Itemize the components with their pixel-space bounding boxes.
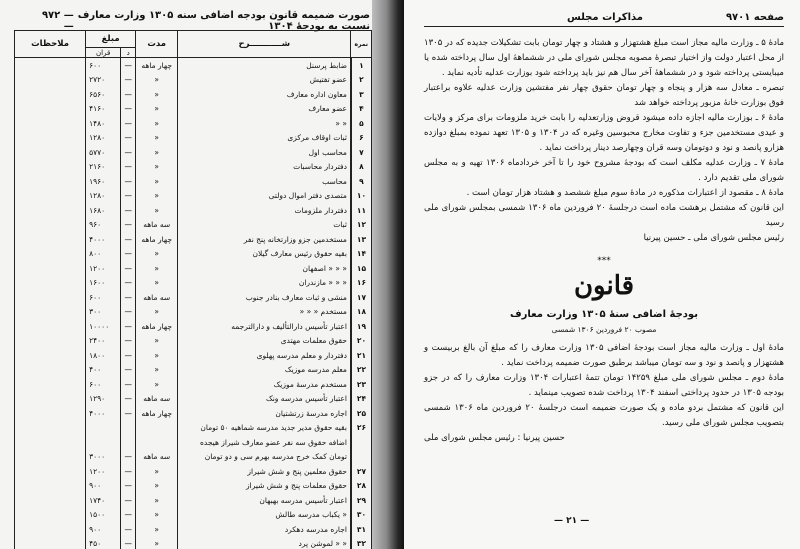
row-notes bbox=[15, 276, 86, 291]
row-number: ۱۴ bbox=[351, 247, 372, 262]
row-notes bbox=[15, 493, 86, 508]
row-qiran: ۶۰۰ bbox=[86, 58, 121, 73]
table-row bbox=[15, 305, 372, 320]
row-description: دفتردار ملزومات bbox=[178, 203, 351, 218]
row-qiran: ۳۰۰۰ bbox=[86, 450, 121, 465]
header-amount: مبلغ bbox=[86, 31, 136, 48]
row-notes bbox=[15, 218, 86, 233]
row-notes bbox=[15, 131, 86, 146]
law-date: مصوب ۲۰ فروردین ۱۳۰۶ شمسی bbox=[551, 325, 657, 334]
row-notes bbox=[15, 392, 86, 407]
table-row bbox=[15, 334, 372, 349]
row-qiran: ۶۰۰ bbox=[86, 377, 121, 392]
row-description: تومان کمک خرج مدرسه بهرم سی و دو تومان bbox=[178, 450, 351, 465]
row-qiran: ۲۱۶۰ bbox=[86, 160, 121, 175]
row-dinar: — bbox=[121, 276, 136, 291]
header-dinar: د bbox=[121, 48, 136, 58]
row-number: ۲۷ bbox=[351, 464, 372, 479]
row-notes bbox=[15, 377, 86, 392]
row-description: متصدی دفتر اموال دولتی bbox=[178, 189, 351, 204]
row-duration: سه ماهه bbox=[136, 392, 178, 407]
row-number: ۳۱ bbox=[351, 522, 372, 537]
row-dinar: — bbox=[121, 406, 136, 421]
row-description: مستخدم مدرسهٔ موزیک bbox=[178, 377, 351, 392]
row-number: ۲۸ bbox=[351, 479, 372, 494]
row-dinar: — bbox=[121, 334, 136, 349]
table-row bbox=[15, 421, 372, 436]
row-dinar: — bbox=[121, 203, 136, 218]
row-number: ۶ bbox=[351, 131, 372, 146]
table-row bbox=[15, 290, 372, 305]
row-notes bbox=[15, 58, 86, 73]
row-number: ۱۵ bbox=[351, 261, 372, 276]
row-qiran: ۳۰۰ bbox=[86, 305, 121, 320]
row-qiran: ۱۰۰۰۰ bbox=[86, 319, 121, 334]
row-dinar: — bbox=[121, 363, 136, 378]
row-description: ضابط پرسنل bbox=[178, 58, 351, 73]
row-dinar: — bbox=[121, 392, 136, 407]
row-description: دفتردار محاسبات bbox=[178, 160, 351, 175]
row-duration: « bbox=[136, 522, 178, 537]
row-dinar: — bbox=[121, 73, 136, 88]
row-number: ۱۹ bbox=[351, 319, 372, 334]
row-duration: سه ماهه bbox=[136, 450, 178, 465]
table-row bbox=[15, 73, 372, 88]
row-number: ۴ bbox=[351, 102, 372, 117]
row-description: حقوق معلمین پنج و شش شیراز bbox=[178, 464, 351, 479]
row-notes bbox=[15, 363, 86, 378]
row-dinar: — bbox=[121, 58, 136, 73]
row-notes bbox=[15, 189, 86, 204]
row-dinar: — bbox=[121, 305, 136, 320]
row-qiran: ۶۵۶۰ bbox=[86, 87, 121, 102]
row-dinar bbox=[121, 435, 136, 450]
row-description: معاون اداره معارف bbox=[178, 87, 351, 102]
row-duration: « bbox=[136, 261, 178, 276]
table-row bbox=[15, 464, 372, 479]
header-notes: ملاحظات bbox=[15, 31, 86, 58]
row-duration: « bbox=[136, 464, 178, 479]
row-dinar: — bbox=[121, 464, 136, 479]
row-qiran: ۱۲۹۰ bbox=[86, 392, 121, 407]
row-dinar: — bbox=[121, 261, 136, 276]
row-qiran: ۱۲۸۰ bbox=[86, 131, 121, 146]
row-dinar: — bbox=[121, 174, 136, 189]
row-notes bbox=[15, 319, 86, 334]
row-notes bbox=[15, 102, 86, 117]
row-duration: « bbox=[136, 189, 178, 204]
row-description: ثبات bbox=[178, 218, 351, 233]
row-duration: « bbox=[136, 203, 178, 218]
row-description: حقوق معلمات پنج و شش شیراز bbox=[178, 479, 351, 494]
row-qiran: ۹۰۰ bbox=[86, 522, 121, 537]
row-number: ۱۳ bbox=[351, 232, 372, 247]
row-qiran: ۸۰۰ bbox=[86, 247, 121, 262]
row-duration: « bbox=[136, 87, 178, 102]
row-duration: « bbox=[136, 305, 178, 320]
paragraph-article-6: مادهٔ ۶ ـ بوزارت مالیه اجازه داده میشود قروض وزارتعدلیه را بابت خرید ملزومات برای مرکز و ولایات و عیدی مستخدمین جزء و تفاوت مخارج محبوسین وغیره که در ۱۳۰۴ و ۱۳۰۵ تعهد نموده بمبلغ دوازده هزارو پانصد و نود و دوتومان وسه قران وچهارصد دینار پرداخت نماید . bbox=[424, 113, 784, 153]
row-description: اعتبار تأسیس مدرسه بهبهان bbox=[178, 493, 351, 508]
row-notes bbox=[15, 203, 86, 218]
row-duration: چهار ماهه bbox=[136, 232, 178, 247]
row-duration: چهار ماهه bbox=[136, 406, 178, 421]
row-number: ۹ bbox=[351, 174, 372, 189]
row-dinar: — bbox=[121, 247, 136, 262]
signature-2: حسین پیرنیا : رئیس مجلس شورای ملی bbox=[424, 433, 565, 443]
left-page-number: — ۹۷۲ — bbox=[41, 10, 74, 32]
row-description: عضو معارف bbox=[178, 102, 351, 117]
row-notes bbox=[15, 145, 86, 160]
table-row bbox=[15, 537, 372, 549]
row-qiran: ۴۰۰۰ bbox=[86, 232, 121, 247]
row-qiran: ۴۰۰ bbox=[86, 363, 121, 378]
row-dinar: — bbox=[121, 537, 136, 549]
row-duration: « bbox=[136, 116, 178, 131]
row-dinar: — bbox=[121, 102, 136, 117]
row-dinar: — bbox=[121, 319, 136, 334]
row-dinar: — bbox=[121, 522, 136, 537]
row-qiran: ۱۲۰۰ bbox=[86, 261, 121, 276]
row-notes bbox=[15, 305, 86, 320]
row-notes bbox=[15, 247, 86, 262]
row-number: ۳۲ bbox=[351, 537, 372, 549]
row-notes bbox=[15, 479, 86, 494]
row-description: اعتبار تأسیس دارالتألیف و دارالترجمه bbox=[178, 319, 351, 334]
table-row bbox=[15, 261, 372, 276]
row-description: « « « مازندران bbox=[178, 276, 351, 291]
row-dinar: — bbox=[121, 479, 136, 494]
row-description: مستخدم « « « bbox=[178, 305, 351, 320]
row-number: ۲۶ bbox=[351, 421, 372, 436]
right-page-label: صفحه ۹۷۰۱ bbox=[725, 12, 784, 23]
row-description: محاسب اول bbox=[178, 145, 351, 160]
row-duration: « bbox=[136, 160, 178, 175]
row-number: ۷ bbox=[351, 145, 372, 160]
row-qiran: ۹۶۰ bbox=[86, 218, 121, 233]
row-dinar: — bbox=[121, 508, 136, 523]
row-duration: سه ماهه bbox=[136, 290, 178, 305]
section-divider-stars: *** bbox=[597, 256, 611, 266]
row-number: ۱ bbox=[351, 58, 372, 73]
row-notes bbox=[15, 116, 86, 131]
row-number: ۲۳ bbox=[351, 377, 372, 392]
row-dinar: — bbox=[121, 232, 136, 247]
row-duration bbox=[136, 421, 178, 436]
row-qiran: ۴۵۰ bbox=[86, 537, 121, 549]
row-description: معلم مدرسه موزیک bbox=[178, 363, 351, 378]
row-duration: « bbox=[136, 73, 178, 88]
row-description: « « bbox=[178, 116, 351, 131]
table-row bbox=[15, 479, 372, 494]
table-row bbox=[15, 247, 372, 262]
row-dinar: — bbox=[121, 377, 136, 392]
row-notes bbox=[15, 522, 86, 537]
paragraph-article-8: مادهٔ ۸ ـ مقصود از اعتبارات مذکوره در مادهٔ سوم مبلغ ششصد و هشتاد هزار تومان است . bbox=[466, 188, 784, 198]
row-qiran: ۱۹۶۰ bbox=[86, 174, 121, 189]
law-enactment: این قانون که مشتمل بردو ماده و یک صورت ضمیمه است درجلسهٔ ۲۰ فروردین ماه ۱۳۰۶ شمسی بتصویب مجلس شورای ملی رسید. bbox=[424, 403, 784, 428]
row-duration: « bbox=[136, 363, 178, 378]
table-row bbox=[15, 435, 372, 450]
row-number: ۲۲ bbox=[351, 363, 372, 378]
row-notes bbox=[15, 464, 86, 479]
table-row bbox=[15, 450, 372, 465]
row-duration: « bbox=[136, 479, 178, 494]
table-row bbox=[15, 189, 372, 204]
row-description: اعتبار تأسیس مدرسه ونک bbox=[178, 392, 351, 407]
row-duration: « bbox=[136, 131, 178, 146]
row-qiran bbox=[86, 421, 121, 436]
row-dinar: — bbox=[121, 116, 136, 131]
row-number: ۵ bbox=[351, 116, 372, 131]
row-qiran bbox=[86, 435, 121, 450]
table-row bbox=[15, 392, 372, 407]
law-subtitle: بودجهٔ اضافی سنهٔ ۱۳۰۵ وزارت معارف bbox=[510, 309, 698, 320]
row-qiran: ۱۲۰۰ bbox=[86, 464, 121, 479]
row-qiran: ۹۰۰ bbox=[86, 479, 121, 494]
row-duration: « bbox=[136, 102, 178, 117]
row-number: ۱۶ bbox=[351, 276, 372, 291]
row-duration: « bbox=[136, 508, 178, 523]
row-number: ۲۰ bbox=[351, 334, 372, 349]
row-number: ۱۲ bbox=[351, 218, 372, 233]
row-qiran: ۱۵۰۰ bbox=[86, 508, 121, 523]
row-notes bbox=[15, 290, 86, 305]
row-duration: « bbox=[136, 145, 178, 160]
paragraph-article-5: مادهٔ ۵ ـ وزارت مالیه مجاز است مبلغ هشتهزار و هشتاد و چهار تومان بابت تشکیلات جدیده که در ۱۳۰۵ از محل اعتبار دولت واز اختیار تبصرهٔ مصوبه مجلس شورای ملی در ششماههٔ اول سال پرداخته شده یا میبایستی پرداخته شود و در ششماههٔ آخر سال هم نیز باید پرداخته شود بوزارت عدلیه تأدیه نماید . bbox=[424, 38, 784, 78]
table-row bbox=[15, 276, 372, 291]
law-article-1: مادهٔ اول ـ وزارت مالیه مجاز است بودجهٔ اضافی ۱۳۰۵ وزارت معارف را که مبلغ آن بالغ بربیست و هشتهزار و پانصد و نود و سه تومان میباشد برطبق صورت ضمیمه پرداخت نماید . bbox=[424, 343, 784, 368]
right-page-title: مذاکرات مجلس bbox=[566, 12, 643, 23]
row-duration: چهار ماهه bbox=[136, 319, 178, 334]
row-number: ۳۰ bbox=[351, 508, 372, 523]
right-page-body bbox=[424, 36, 784, 446]
row-description: عضو تفتیش bbox=[178, 73, 351, 88]
table-row bbox=[15, 87, 372, 102]
row-notes bbox=[15, 348, 86, 363]
row-number: ۲ bbox=[351, 73, 372, 88]
row-notes bbox=[15, 73, 86, 88]
row-description: ثبات اوقاف مرکزی bbox=[178, 131, 351, 146]
row-number: ۸ bbox=[351, 160, 372, 175]
table-row bbox=[15, 131, 372, 146]
row-description: حقوق معلمات مهتدی bbox=[178, 334, 351, 349]
row-dinar: — bbox=[121, 290, 136, 305]
footer-page-number: — ۲۱ — bbox=[554, 516, 590, 526]
row-description: منشی و ثبات معارف بنادر جنوب bbox=[178, 290, 351, 305]
table-row bbox=[15, 348, 372, 363]
row-description: « « « اصفهان bbox=[178, 261, 351, 276]
row-qiran: ۴۱۶۰ bbox=[86, 102, 121, 117]
row-qiran: ۶۰۰ bbox=[86, 290, 121, 305]
row-qiran: ۱۲۸۰ bbox=[86, 189, 121, 204]
row-number bbox=[351, 450, 372, 465]
row-qiran: ۴۰۰۰ bbox=[86, 406, 121, 421]
paragraph-enactment: این قانون که مشتمل برهشت ماده است درجلسهٔ ۲۰ فروردین ماه ۱۳۰۶ شمسی بمجلس شورای ملی رسید bbox=[424, 203, 784, 228]
row-number: ۲۴ bbox=[351, 392, 372, 407]
header-description: شـــــــــــرح bbox=[178, 31, 351, 58]
row-dinar: — bbox=[121, 450, 136, 465]
row-description: « یکباب مدرسه طالش bbox=[178, 508, 351, 523]
row-duration: سه ماهه bbox=[136, 218, 178, 233]
row-notes bbox=[15, 435, 86, 450]
table-row bbox=[15, 116, 372, 131]
header-duration: مدت bbox=[136, 31, 178, 58]
row-duration: « bbox=[136, 247, 178, 262]
row-dinar: — bbox=[121, 87, 136, 102]
row-duration: « bbox=[136, 334, 178, 349]
row-notes bbox=[15, 87, 86, 102]
table-row bbox=[15, 319, 372, 334]
budget-table bbox=[14, 30, 372, 549]
left-page-header bbox=[40, 10, 370, 32]
table-row bbox=[15, 145, 372, 160]
row-duration: « bbox=[136, 174, 178, 189]
row-number bbox=[351, 435, 372, 450]
right-page-header bbox=[424, 12, 784, 27]
row-qiran: ۱۷۴۰ bbox=[86, 493, 121, 508]
row-description: اجاره مدرسه دهکرد bbox=[178, 522, 351, 537]
row-qiran: ۱۴۸۰ bbox=[86, 116, 121, 131]
row-number: ۱۷ bbox=[351, 290, 372, 305]
paragraph-note: تبصره ـ معادل سه هزار و پنجاه و چهار تومان حقوق چهار نفر مفتشین وزارت عدلیه علاوه براعتبار فوق بوزارت خانهٔ مزبور پرداخته خواهد شد bbox=[424, 83, 784, 108]
row-duration bbox=[136, 435, 178, 450]
row-qiran: ۵۷۷۰ bbox=[86, 145, 121, 160]
row-duration: چهار ماهه bbox=[136, 58, 178, 73]
table-row bbox=[15, 522, 372, 537]
row-description: مستخدمین جزو وزارتخانه پنج نفر bbox=[178, 232, 351, 247]
row-notes bbox=[15, 450, 86, 465]
header-row-no: نمره bbox=[351, 31, 372, 58]
row-duration: « bbox=[136, 537, 178, 549]
row-notes bbox=[15, 421, 86, 436]
row-duration: « bbox=[136, 493, 178, 508]
table-row bbox=[15, 508, 372, 523]
row-number: ۱۸ bbox=[351, 305, 372, 320]
row-dinar: — bbox=[121, 160, 136, 175]
row-notes bbox=[15, 261, 86, 276]
row-description: محاسب bbox=[178, 174, 351, 189]
row-notes bbox=[15, 508, 86, 523]
row-notes bbox=[15, 537, 86, 549]
row-duration: « bbox=[136, 377, 178, 392]
book-gutter-shadow bbox=[372, 0, 404, 549]
row-notes bbox=[15, 406, 86, 421]
row-description: بقیه حقوق رئیس معارف گیلان bbox=[178, 247, 351, 262]
row-description: دفتردار و معلم مدرسه پهلوی bbox=[178, 348, 351, 363]
row-qiran: ۲۴۰۰ bbox=[86, 334, 121, 349]
table-row bbox=[15, 174, 372, 189]
row-description: بقیه حقوق مدیر جدید مدرسه شماهیه ۵۰ تومان bbox=[178, 421, 351, 436]
row-number: ۳ bbox=[351, 87, 372, 102]
table-row bbox=[15, 232, 372, 247]
table-row bbox=[15, 363, 372, 378]
left-page-title: صورت ضمیمه قانون بودجه اضافی سنه ۱۳۰۵ وزارت معارف نسبت به بودجهٔ ۱۳۰۴ bbox=[77, 10, 370, 32]
row-dinar: — bbox=[121, 348, 136, 363]
row-notes bbox=[15, 232, 86, 247]
row-dinar: — bbox=[121, 131, 136, 146]
row-number: ۲۱ bbox=[351, 348, 372, 363]
table-row bbox=[15, 160, 372, 175]
row-qiran: ۱۶۸۰ bbox=[86, 203, 121, 218]
table-row bbox=[15, 493, 372, 508]
row-number: ۲۹ bbox=[351, 493, 372, 508]
table-row bbox=[15, 406, 372, 421]
table-row bbox=[15, 377, 372, 392]
row-notes bbox=[15, 174, 86, 189]
row-notes bbox=[15, 160, 86, 175]
row-number: ۲۵ bbox=[351, 406, 372, 421]
table-row bbox=[15, 102, 372, 117]
law-title: قانون bbox=[573, 271, 635, 301]
row-dinar: — bbox=[121, 218, 136, 233]
row-dinar: — bbox=[121, 189, 136, 204]
table-row bbox=[15, 203, 372, 218]
row-number: ۱۱ bbox=[351, 203, 372, 218]
table-row bbox=[15, 58, 372, 73]
row-qiran: ۱۸۰۰ bbox=[86, 348, 121, 363]
row-duration: « bbox=[136, 276, 178, 291]
table-row bbox=[15, 218, 372, 233]
row-description: اضافه حقوق سه نفر عضو معارف شیراز هیجده bbox=[178, 435, 351, 450]
row-qiran: ۲۷۲۰ bbox=[86, 73, 121, 88]
row-dinar bbox=[121, 421, 136, 436]
signature-1: رئیس مجلس شورای ملی ـ حسین پیرنیا bbox=[643, 233, 784, 243]
row-number: ۱۰ bbox=[351, 189, 372, 204]
law-article-2: مادهٔ دوم ـ مجلس شورای ملی مبلغ ۱۴۲۵۹ تومان تتمهٔ اعتبارات ۱۳۰۴ وزارت معارف را که در جزو بودجه ۱۳۰۵ در حدود پرداختی اسفند ۱۳۰۴ پرداخت شده تصویب مینماید . bbox=[424, 373, 784, 398]
row-description: اجاره مدرسهٔ زرتشتیان bbox=[178, 406, 351, 421]
row-description: « « لموشن پرد bbox=[178, 537, 351, 549]
row-dinar: — bbox=[121, 145, 136, 160]
row-notes bbox=[15, 334, 86, 349]
row-qiran: ۱۶۰۰ bbox=[86, 276, 121, 291]
header-qiran: قران bbox=[86, 48, 121, 58]
paragraph-article-7: مادهٔ ۷ ـ وزارت عدلیه مکلف است که بودجهٔ مشروح خود را تا آخر خردادماه ۱۳۰۶ تهیه و به مجلس شورای ملی تقدیم دارد . bbox=[424, 158, 785, 183]
row-dinar: — bbox=[121, 493, 136, 508]
row-duration: « bbox=[136, 348, 178, 363]
right-page bbox=[404, 0, 800, 549]
